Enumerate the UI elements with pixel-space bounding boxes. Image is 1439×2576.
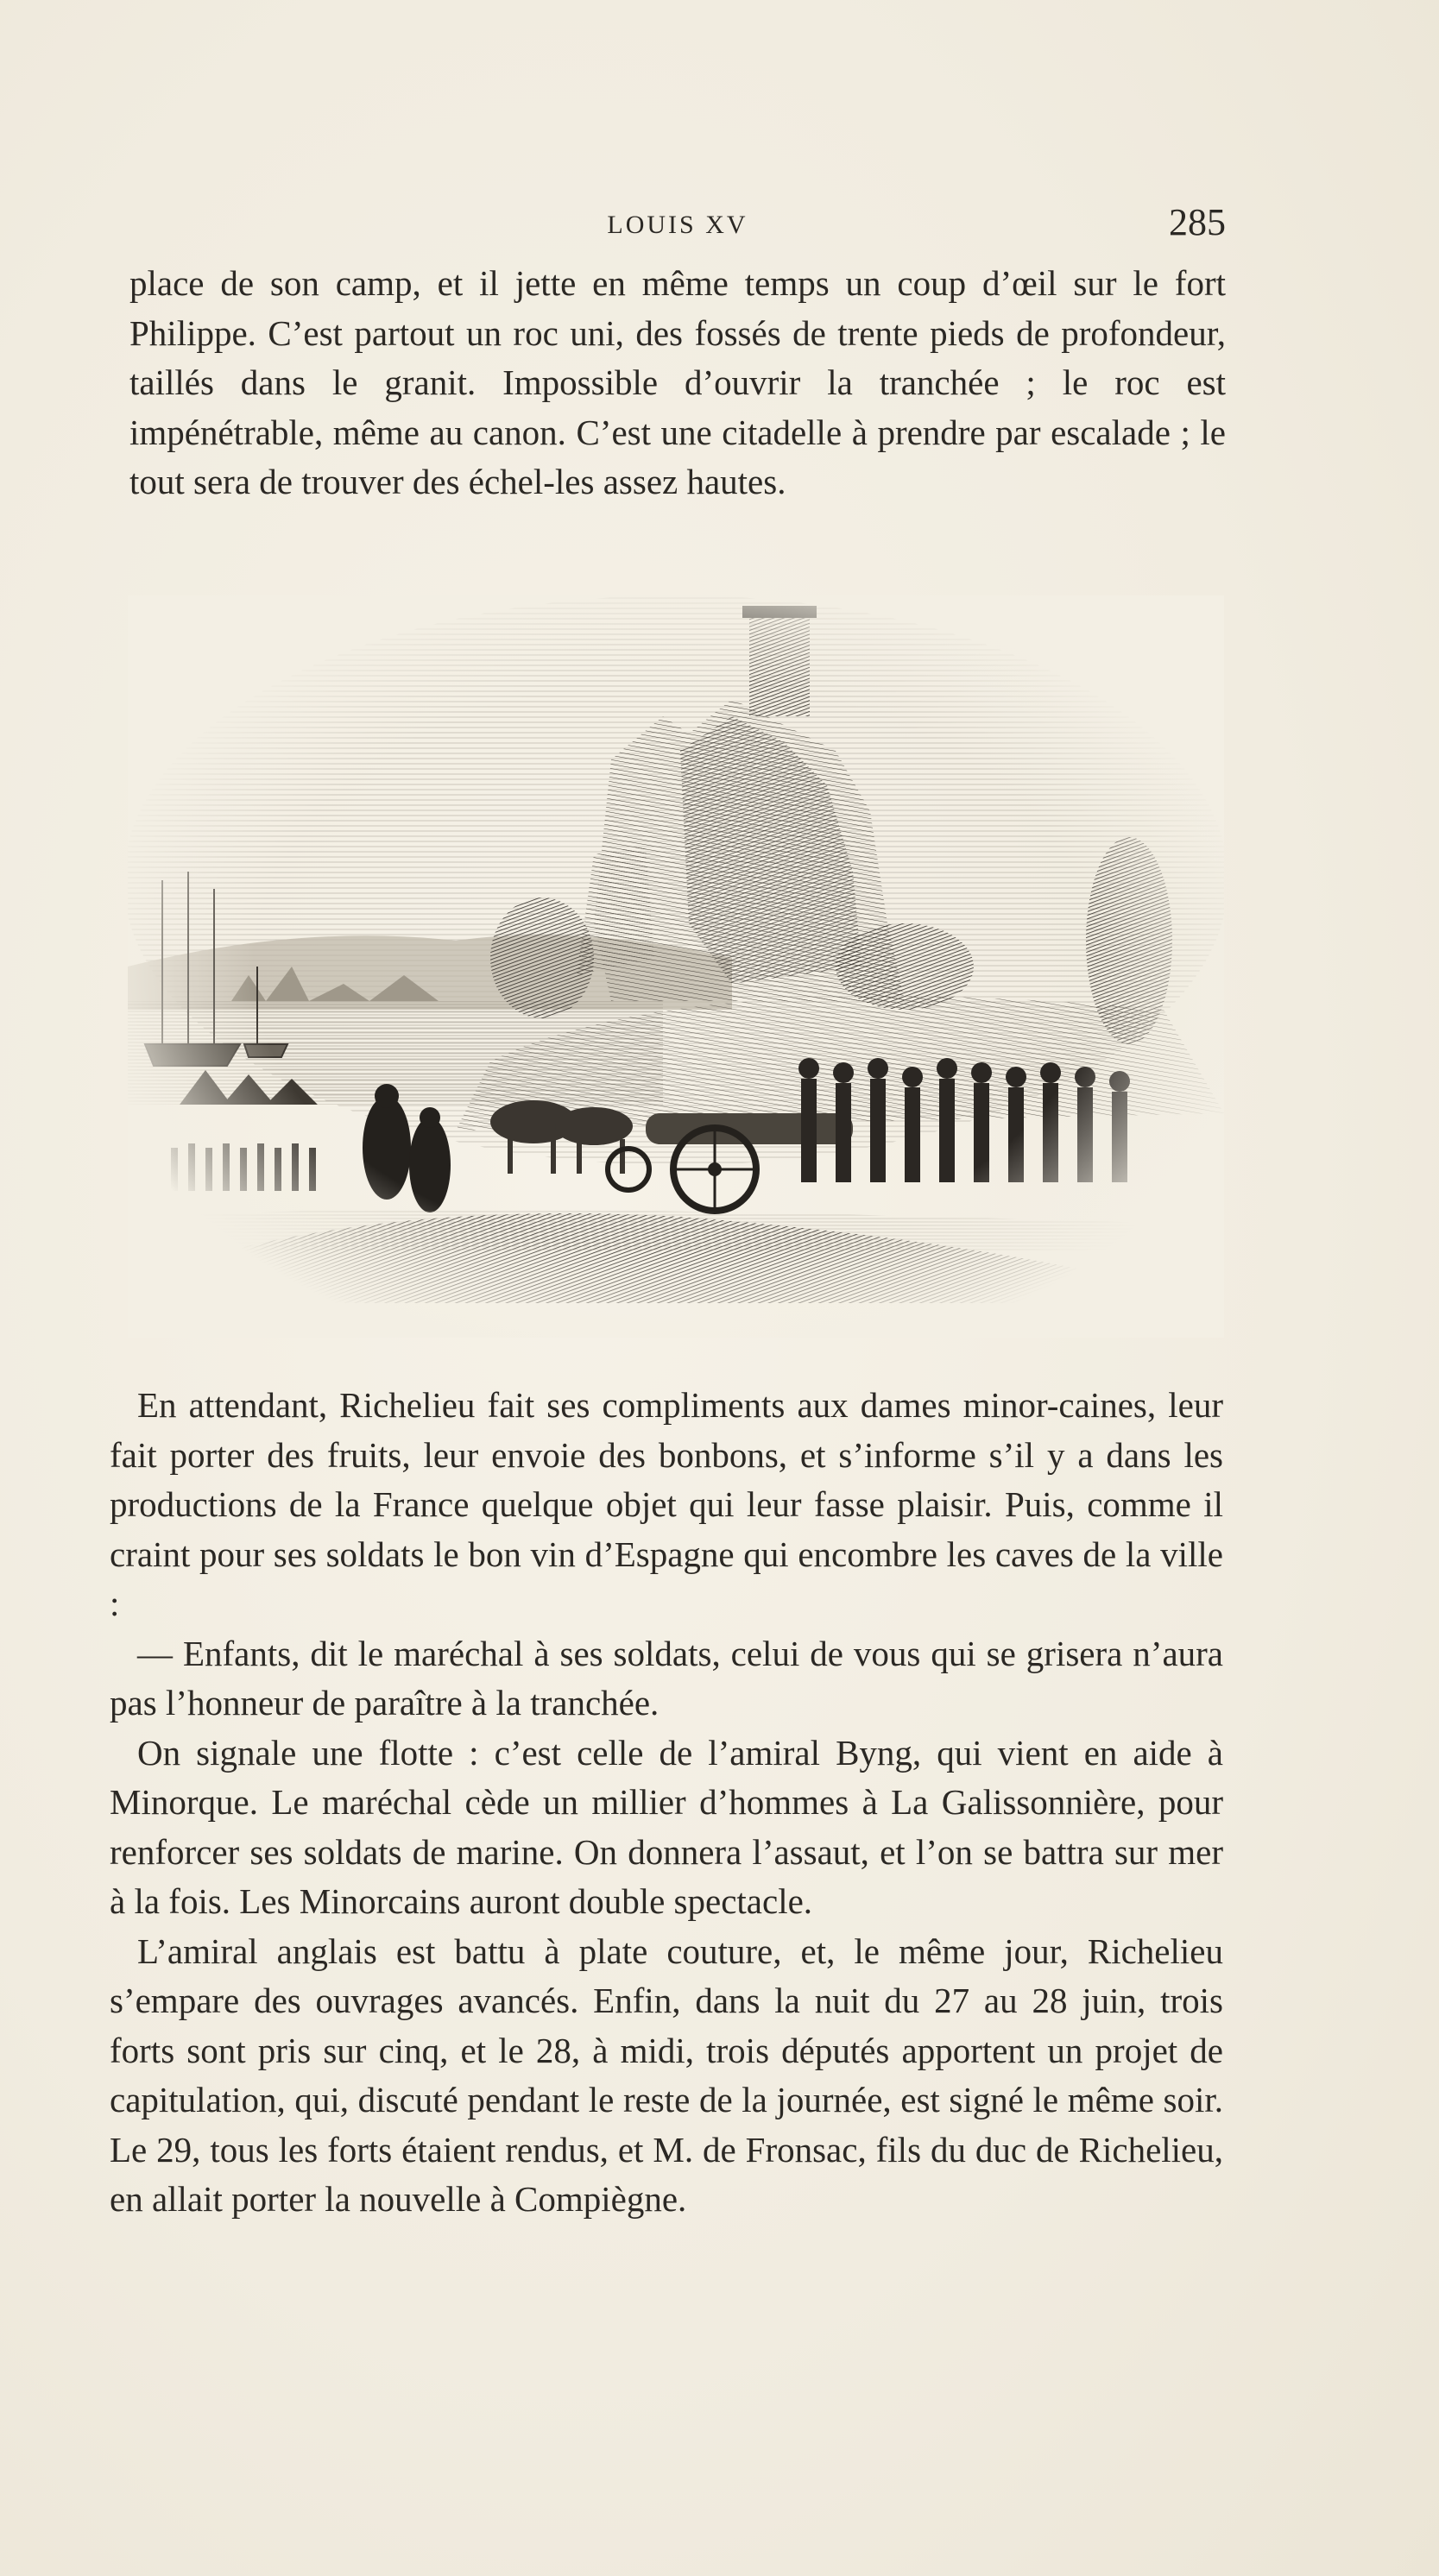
paragraph: — Enfants, dit le maréchal à ses soldats, celui de vous qui se grisera n’aura pas l’honneur de paraître à la tranchée.	[110, 1633, 1223, 1723]
running-head	[129, 200, 1226, 252]
paragraph: En attendant, Richelieu fait ses compliments aux dames minor-caines, leur fait porter des fruits, leur envoie des bonbons, et s’informe s’il y a dans les productions de la France quelque objet qui leur fasse plaisir. Puis, comme il craint pour ses soldats le bon vin d’Espagne qui encombre les caves de la ville :	[110, 1385, 1223, 1623]
paragraph: L’amiral anglais est battu à plate couture, et, le même jour, Richelieu s’empare des ouvrages avancés. Enfin, dans la nuit du 27 au 28 juin, trois forts sont pris sur cinq, et le 28, à midi, trois députés apportent un projet de capitulation, qui, discuté pendant le reste de la journée, est signé le même soir. Le 29, tous les forts étaient rendus, et M. de Fronsac, fils du duc de Richelieu, en allait porter la nouvelle à Compiègne.	[110, 1930, 1223, 2219]
paragraph: place de son camp, et il jette en même temps un coup d’œil sur le fort Philippe. C’est partout un roc uni, des fossés de trente pieds de profondeur, taillés dans le granit. Impossible d’ouvrir la tranchée ; le roc est impénétrable, même au canon. C’est une citadelle à prendre par escalade ; le tout sera de trouver des échel-les assez hautes.	[129, 263, 1226, 501]
top-text-block	[129, 259, 1226, 507]
engraving-illustration	[128, 595, 1224, 1338]
running-title: LOUIS XV	[607, 211, 748, 239]
bottom-text-block	[110, 1381, 1223, 2225]
page-number: 285	[1169, 201, 1226, 243]
paragraph: On signale une flotte : c’est celle de l’amiral Byng, qui vient en aide à Minorque. Le maréchal cède un millier d’hommes à La Galissonnière, pour renforcer ses soldats de marine. On donnera l’assaut, et l’on se battra sur mer à la fois. Les Minorcains auront double spectacle.	[110, 1732, 1223, 1921]
fort-engraving-image	[128, 595, 1224, 1338]
